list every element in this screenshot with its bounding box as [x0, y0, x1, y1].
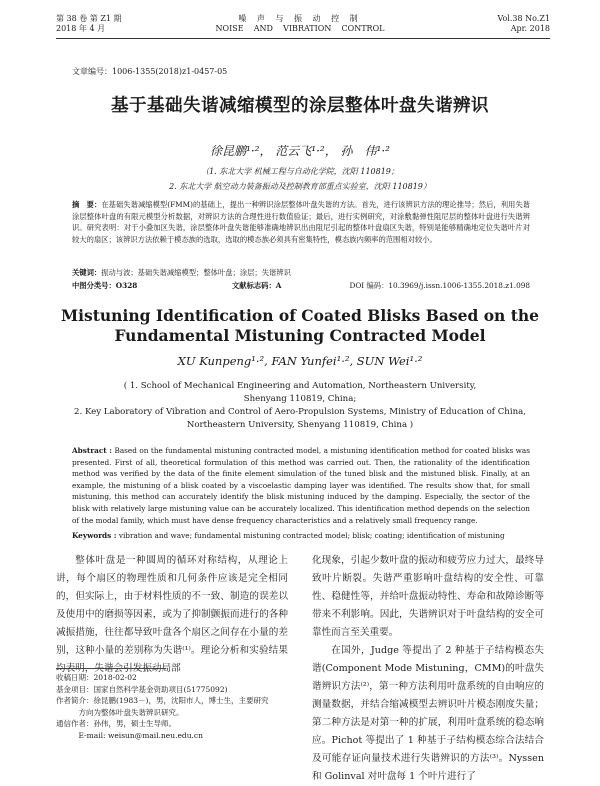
document-code: 文献标志码：A	[232, 281, 282, 290]
keywords-cn: 关键词：振动与波；基础失谐减缩模型；整体叶盘；涂层；失谐辨识	[72, 268, 291, 277]
title-cn: 基于基础失谐减缩模型的涂层整体叶盘失谐辨识	[111, 96, 489, 116]
affiliation-cn-2: 2. 东北大学 航空动力装备振动及控制教育部重点实验室，沈阳 110819）	[169, 182, 431, 191]
body-right-column	[312, 552, 544, 782]
clc-number: 中图分类号：O328	[72, 281, 138, 290]
body-paragraph: 在国外，Judge 等提出了 2 种基于子结构模态失谐(Component Mode Mistuning，CMM)的叶盘失谐辨识方法⁽²⁾，第一种方法利用叶盘系统的自由响应的测量数据，并结合缩减模型去辨识叶片模态刚度失量；第二种方法是对第一种的扩展，利用叶盘系统的稳态响应。Pichot 等提出了 1 种基于子结构模态综合法结合及可能存证向量技术进行失谐辨识的方法⁽³⁾。Nyssen 和 Golinval 对叶盘每 1 个叶片进行了	[312, 645, 544, 782]
keywords-en: Keywords : vibration and wave; fundamental mistuning contracted model; blisk; coating; identification of mistuning	[72, 531, 505, 540]
affiliation-en: ( 1. School of Mechanical Engineering and Automation, Northeastern University, Shenyang 110819, China; 2. Key Laboratory of Vibration and Control of Aero-Propulsion Systems, Ministry of Education of China, Northeastern University, Shenyang 110819, China )	[74, 381, 526, 430]
title-en: Mistuning Identification of Coated Blisks Based on the Fundamental Mistuning Contracted Model	[60, 306, 540, 345]
header-volume: 第 38 卷 第 Z1 期 2018 年 4 月	[56, 14, 122, 33]
authors-cn: 徐昆鹏¹·²， 范云飞¹·²， 孙 伟¹·²	[210, 144, 390, 158]
header-journal: 噪 声 与 振 动 控 制 NOISE AND VIBRATION CONTROL	[215, 14, 385, 33]
article-id: 文章编号：1006-1355(2018)z1-0457-05	[72, 67, 228, 76]
abstract-en: Abstract : Based on the fundamental mistuning contracted model, a mistuning identification method for coated blisks was presented. First of all, theoretical formulation of this method was carried out. Then, the rationality of the identification method was verified by the data of the finite element simulation of the tuned blisk and the mistuned blisk. Finally, at an example, the mistuning of a blisk coated by a viscoelastic damping layer was identified. The results show that, for small mistuning, this method can accurately identify the blisk mistuning induced by the damping. Especially, the sector of the blisk with relatively large mistuning value can be accurately localized. This identification method depends on the selection of the modal family, which must have dense frequency characteristics and a relatively small frequency range.	[72, 446, 530, 525]
body-paragraph: 化现象，引起少数叶盘的振动和疲劳应力过大，最终导致叶片断裂。失谐严重影响叶盘结构的安全性、可靠性、稳健性等，并给叶盘振动特性、寿命和故障诊断等带来不利影响。因此，失谐辨识对于叶盘结构的安全可靠性而言至关重要。	[312, 555, 544, 638]
body-paragraph: 整体叶盘是一种圆周的循环对称结构，从理论上讲，每个扇区的物理性质和几何条件应该是完全相同的，但实际上，由于材料性质的不一致、制造的误差以及使用中的磨损等因素，或为了抑制颤振而进行的各种减振措施，往往都导致叶盘各个扇区之间存在小量的差别，这种小量的差别称为失谐⁽¹⁾。理论分析和实验结果均表明，失谐会引发振动局部	[56, 555, 288, 674]
doi: DOI 编码：10.3969/j.issn.1006-1355.2018.z1.098	[349, 281, 530, 290]
footnotes: 收稿日期：2018-02-02 基金项目：国家自然科学基金资助项目(51775092) 作者简介：徐昆鹏(1983－)，男，沈阳市人，博士生，主要研究 方向为整体叶盘失谐辨识研究。 通信作者：孙伟，男，硕士生导师。 E-mail: weisun@mail.neu.edu.cn	[56, 673, 269, 740]
abstract-cn: 摘 要：在基础失谐减缩模型(FMM)的基础上，提出一种辨识涂层整体叶盘失谐的方法。首先，进行该辨识方法的理论推导；然后，利用失谐涂层整体叶盘的有限元模型分析数据，对辨识方法的合理性进行数值验证；最后，进行实例研究，对涂敷黏弹性阻尼层的整体叶盘进行失谐辨识。研究表明：对于小叠加区失谐，涂层整体叶盘失谐能够准确地辨识出由阻尼引起的整体叶盘扇区失谐，特别是能够精确地定位失谐叶片对较大的扇区；该辨识方法依赖于模态族的选取，选取的模态族必须具有密集特性，模态族内频率的范围相对较小。	[72, 200, 530, 244]
affiliation-cn-1: （1. 东北大学 机械工程与自动化学院，沈阳 110819；	[201, 167, 399, 176]
body-left-column	[56, 552, 288, 674]
authors-en: XU Kunpeng¹·², FAN Yunfei¹·², SUN Wei¹·²	[177, 354, 423, 368]
header-issue: Vol.38 No.Z1 Apr. 2018	[497, 14, 550, 33]
footnote-rule	[56, 668, 166, 669]
header-rule	[56, 38, 550, 39]
